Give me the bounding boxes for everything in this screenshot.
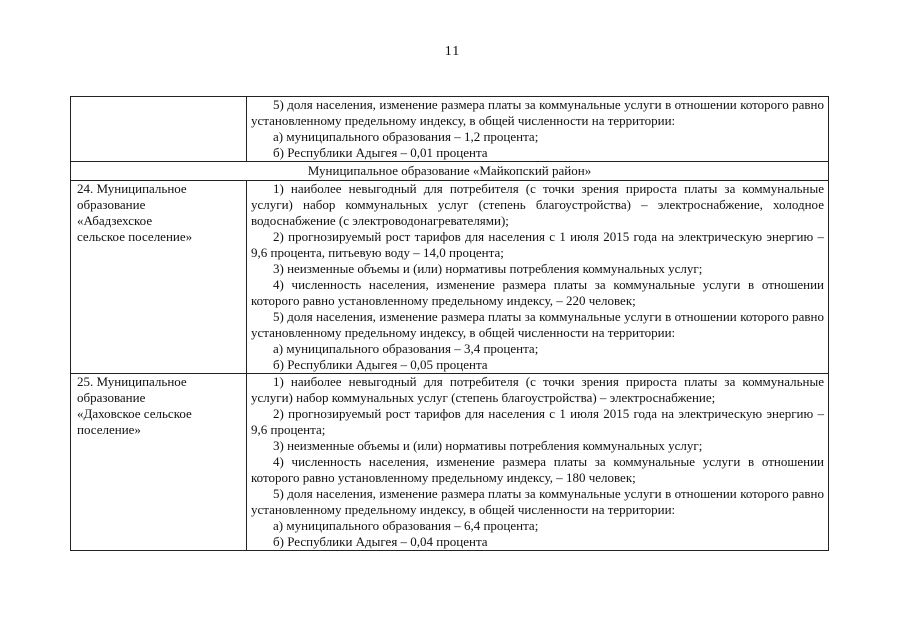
municipality-name-line: сельское поселение» — [77, 229, 193, 244]
criteria-item: 1) наиболее невыгодный для потребителя (с точки зрения прироста платы за коммунальные услуги) набор коммунальных услуг (степень благоустройства) – электроснабжение; — [251, 374, 824, 405]
municipality-name-line: «Даховское сельское — [77, 406, 192, 421]
municipality-name-cell — [71, 181, 247, 374]
municipality-name-line: образование — [77, 197, 146, 212]
criteria-item: 3) неизменные объемы и (или) нормативы потребления коммунальных услуг; — [273, 438, 703, 453]
criteria-item: 2) прогнозируемый рост тарифов для населения с 1 июля 2015 года на электрическую энергию – 9,6 процента; — [251, 406, 824, 437]
criteria-item: 2) прогнозируемый рост тарифов для населения с 1 июля 2015 года на электрическую энергию – 9,6 процента, питьевую воду – 14,0 процента; — [251, 229, 824, 260]
criteria-cell — [247, 374, 829, 551]
criteria-item: а) муниципального образования – 6,4 процента; — [273, 518, 539, 533]
municipality-name-cell — [71, 374, 247, 551]
page-number: 11 — [444, 44, 461, 59]
criteria-item: 5) доля населения, изменение размера платы за коммунальные услуги в отношении которого равно установленному предельному индексу, в общей численности на территории: — [251, 309, 824, 340]
criteria-item: 5) доля населения, изменение размера платы за коммунальные услуги в отношении которого равно установленному предельному индексу, в общей численности на территории: — [251, 486, 824, 517]
table-row — [71, 181, 829, 374]
criteria-cell — [247, 181, 829, 374]
criteria-item: б) Республики Адыгея – 0,05 процента — [273, 357, 488, 372]
criteria-item: 4) численность населения, изменение размера платы за коммунальные услуги в отношении которого равно установленному предельному индексу, – 220 человек; — [251, 277, 824, 308]
document-table — [70, 96, 829, 551]
criteria-cell — [247, 97, 829, 162]
empty-name-cell — [71, 97, 247, 162]
criteria-item: б) Республики Адыгея – 0,01 процента — [273, 145, 488, 160]
municipality-name-line: «Абадзехское — [77, 213, 153, 228]
municipality-name-line: образование — [77, 390, 146, 405]
criteria-item: 5) доля населения, изменение размера платы за коммунальные услуги в отношении которого равно установленному предельному индексу, в общей численности на территории: — [251, 97, 824, 128]
criteria-item: б) Республики Адыгея – 0,04 процента — [273, 534, 488, 549]
table-row — [71, 374, 829, 551]
criteria-item: а) муниципального образования – 1,2 процента; — [273, 129, 539, 144]
criteria-item: 3) неизменные объемы и (или) нормативы потребления коммунальных услуг; — [273, 261, 703, 276]
section-header: Муниципальное образование «Майкопский район» — [71, 162, 829, 181]
criteria-item: 1) наиболее невыгодный для потребителя (с точки зрения прироста платы за коммунальные услуги) набор коммунальных услуг (степень благоустройства) – электроснабжение, холодное водоснабжение (с электроводонагревателями); — [251, 181, 824, 228]
table-row — [71, 97, 829, 162]
municipality-name-line: 25. Муниципальное — [77, 374, 187, 389]
municipality-name-line: поселение» — [77, 422, 141, 437]
municipality-name-line: 24. Муниципальное — [77, 181, 187, 196]
criteria-item: а) муниципального образования – 3,4 процента; — [273, 341, 539, 356]
criteria-item: 4) численность населения, изменение размера платы за коммунальные услуги в отношении которого равно установленному предельному индексу, – 180 человек; — [251, 454, 824, 485]
section-header-row — [71, 162, 829, 181]
